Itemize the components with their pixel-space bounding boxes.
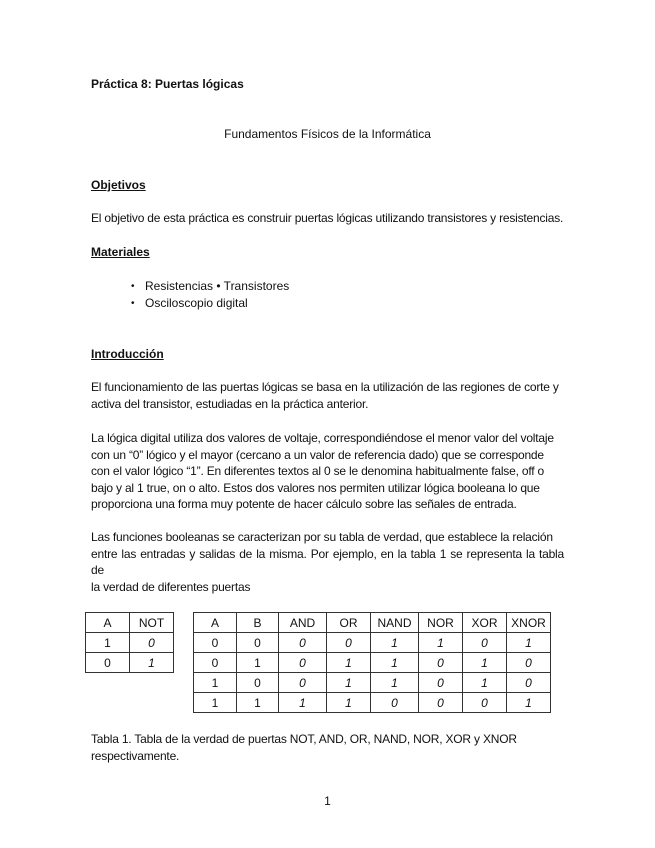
table-cell: 0 bbox=[507, 653, 551, 673]
table-cell: 0 bbox=[279, 653, 327, 673]
intro-paragraph-1 bbox=[91, 379, 564, 412]
list-item: • Resistencias • Transistores bbox=[145, 278, 289, 295]
table-header-cell: XNOR bbox=[507, 613, 551, 633]
page-subtitle: Fundamentos Físicos de la Informática bbox=[224, 127, 431, 141]
table-header-cell: NOR bbox=[419, 613, 463, 633]
table-cell: 1 bbox=[419, 633, 463, 653]
table-header-cell: NOT bbox=[130, 613, 174, 633]
objetivos-text: El objetivo de esta práctica es construir puertas lógicas utilizando transistores y resistencias. bbox=[91, 211, 564, 225]
paragraph-line: bajo y al 1 true, on o alto. Estos dos valores nos permiten utilizar lógica booleana lo que bbox=[91, 480, 540, 495]
materiales-heading: Materiales bbox=[91, 245, 150, 259]
table-cell: 1 bbox=[371, 673, 419, 693]
list-item: • Osciloscopio digital bbox=[145, 295, 289, 312]
paragraph-line: con un “0” lógico y el mayor (cercano a un valor de referencia dado) que se corresponde bbox=[91, 447, 544, 462]
table-cell: 0 bbox=[194, 633, 237, 653]
table-header-cell: XOR bbox=[463, 613, 507, 633]
table-header-cell: A bbox=[194, 613, 237, 633]
table-cell: 0 bbox=[194, 653, 237, 673]
paragraph-line: activa del transistor, estudiadas en la práctica anterior. bbox=[91, 396, 369, 411]
table-header-row bbox=[194, 613, 551, 633]
table-cell: 1 bbox=[327, 673, 371, 693]
table-cell: 1 bbox=[86, 633, 130, 653]
table-cell: 1 bbox=[463, 653, 507, 673]
table-cell: 0 bbox=[463, 693, 507, 713]
table-cell: 0 bbox=[419, 693, 463, 713]
table-cell: 0 bbox=[327, 633, 371, 653]
table-cell: 1 bbox=[279, 693, 327, 713]
paragraph-line: Las funciones booleanas se caracterizan por su tabla de verdad, que establece la relación bbox=[91, 530, 553, 544]
table-cell: 0 bbox=[419, 673, 463, 693]
table-header-cell: OR bbox=[327, 613, 371, 633]
table-cell: 1 bbox=[130, 653, 174, 673]
table-cell: 1 bbox=[327, 693, 371, 713]
paragraph-line: proporciona una forma muy potente de hacer cálculo sobre las señales de entrada. bbox=[91, 497, 517, 511]
table-row bbox=[194, 693, 551, 713]
paragraph-line: entre las entradas y salidas de la misma. Por ejemplo, en la tabla 1 se representa la tabla de bbox=[91, 546, 564, 577]
table-cell: 1 bbox=[237, 693, 279, 713]
table-header-cell: B bbox=[237, 613, 279, 633]
table-cell: 0 bbox=[279, 633, 327, 653]
table-header-row bbox=[86, 613, 174, 633]
table-cell: 1 bbox=[371, 653, 419, 673]
introduccion-heading: Introducción bbox=[91, 347, 164, 361]
table-row bbox=[86, 633, 174, 653]
table-cell: 1 bbox=[194, 673, 237, 693]
intro-paragraph-2 bbox=[91, 430, 564, 513]
table-cell: 1 bbox=[194, 693, 237, 713]
table-header-cell: AND bbox=[279, 613, 327, 633]
table-cell: 1 bbox=[507, 693, 551, 713]
not-truth-table bbox=[85, 612, 174, 673]
table-row bbox=[86, 653, 174, 673]
table-cell: 1 bbox=[507, 633, 551, 653]
table-header-cell: A bbox=[86, 613, 130, 633]
table-cell: 0 bbox=[237, 633, 279, 653]
table-row bbox=[194, 653, 551, 673]
table-cell: 0 bbox=[279, 673, 327, 693]
caption-line: respectivamente. bbox=[91, 748, 180, 763]
table-cell: 1 bbox=[463, 673, 507, 693]
table-cell: 0 bbox=[237, 673, 279, 693]
objetivos-heading: Objetivos bbox=[91, 178, 146, 192]
page-title: Práctica 8: Puertas lógicas bbox=[91, 77, 244, 91]
paragraph-line: la verdad de diferentes puertas bbox=[91, 579, 251, 594]
table-cell: 1 bbox=[237, 653, 279, 673]
paragraph-line: La lógica digital utiliza dos valores de voltaje, correspondiéndose el menor valor del voltaje bbox=[91, 431, 554, 445]
table-header-cell: NAND bbox=[371, 613, 419, 633]
materiales-list bbox=[91, 278, 289, 312]
table-cell: 1 bbox=[327, 653, 371, 673]
table-row bbox=[194, 673, 551, 693]
table-cell: 0 bbox=[130, 633, 174, 653]
table-cell: 1 bbox=[371, 633, 419, 653]
table-row bbox=[194, 633, 551, 653]
gates-truth-table bbox=[193, 612, 551, 713]
caption-line: Tabla 1. Tabla de la verdad de puertas NOT, AND, OR, NAND, NOR, XOR y XNOR bbox=[91, 732, 517, 746]
table-cell: 0 bbox=[463, 633, 507, 653]
paragraph-line: El funcionamiento de las puertas lógicas se basa en la utilización de las regiones de corte y bbox=[91, 380, 559, 394]
table-cell: 0 bbox=[86, 653, 130, 673]
paragraph-line: con el valor lógico “1”. En diferentes textos al 0 se le denomina habitualmente false, off o bbox=[91, 464, 544, 478]
table-cell: 0 bbox=[371, 693, 419, 713]
page-number: 1 bbox=[324, 794, 331, 808]
table-cell: 0 bbox=[419, 653, 463, 673]
table-cell: 0 bbox=[507, 673, 551, 693]
intro-paragraph-3 bbox=[91, 529, 564, 595]
table-caption bbox=[91, 731, 564, 764]
